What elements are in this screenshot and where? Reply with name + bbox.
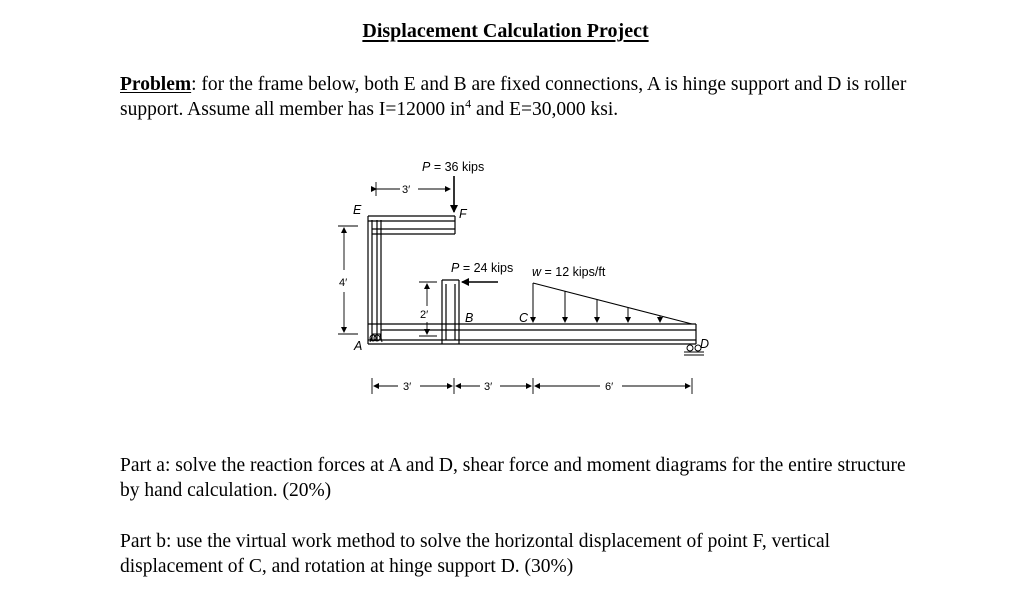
distributed-load bbox=[533, 283, 692, 324]
load-p36 bbox=[422, 160, 484, 212]
load-p36-value: = 36 kips bbox=[430, 160, 485, 174]
svg-text:P = 36 kips bbox=[422, 160, 484, 174]
point-e-label: E bbox=[353, 203, 362, 217]
problem-label: Problem bbox=[120, 74, 192, 95]
dimension-3ft-a-label: 3′ bbox=[403, 381, 412, 393]
point-f-label: F bbox=[459, 207, 467, 221]
bottom-dimensions bbox=[372, 378, 692, 394]
problem-text-1: : for the frame below, both E and B are fixed connections, A is hinge support and D is roller support. Assume all member has I=12000 in bbox=[120, 74, 907, 120]
problem-statement bbox=[120, 72, 920, 122]
dimension-6ft-label: 6′ bbox=[605, 381, 614, 393]
dimension-2ft-label: 2′ bbox=[420, 309, 429, 321]
problem-text-2: and E=30,000 ksi. bbox=[471, 99, 619, 120]
bottom-beam-ad bbox=[368, 324, 696, 344]
point-d-label: D bbox=[700, 337, 710, 351]
load-p24-var: P bbox=[451, 261, 460, 275]
load-p24-value: = 24 kips bbox=[459, 261, 514, 275]
page-title: Displacement Calculation Project bbox=[362, 20, 649, 42]
load-p24 bbox=[451, 261, 513, 282]
column-b bbox=[442, 280, 459, 344]
inertia-exponent: 4 bbox=[465, 96, 472, 111]
load-w-value: = 12 kips/ft bbox=[541, 265, 606, 279]
svg-text:w = 12 kips/ft bbox=[532, 265, 606, 279]
svg-text:P = 24 kips bbox=[451, 261, 513, 275]
part-b-text: Part b: use the virtual work method to solve the horizontal displacement of point F, vertical displacement of C, and rotation at hinge support D. (30%) bbox=[120, 531, 831, 577]
dimension-3ft-b-label: 3′ bbox=[484, 381, 493, 393]
load-p36-var: P bbox=[422, 160, 431, 174]
point-b-label: B bbox=[465, 311, 474, 325]
left-column bbox=[368, 216, 381, 344]
point-a-label: A bbox=[354, 339, 363, 353]
dimension-4ft-label: 4′ bbox=[339, 277, 348, 289]
part-a-text: Part a: solve the reaction forces at A and D, shear force and moment diagrams for the entire structure by hand calculation. (20%) bbox=[120, 455, 906, 501]
dimension-3ft-top bbox=[376, 182, 450, 196]
frame-diagram bbox=[330, 150, 730, 410]
hinge-support-a bbox=[370, 334, 382, 342]
point-c-label: C bbox=[519, 311, 529, 325]
load-w-var: w bbox=[532, 265, 542, 279]
dimension-3ft-top-label: 3′ bbox=[402, 184, 411, 196]
